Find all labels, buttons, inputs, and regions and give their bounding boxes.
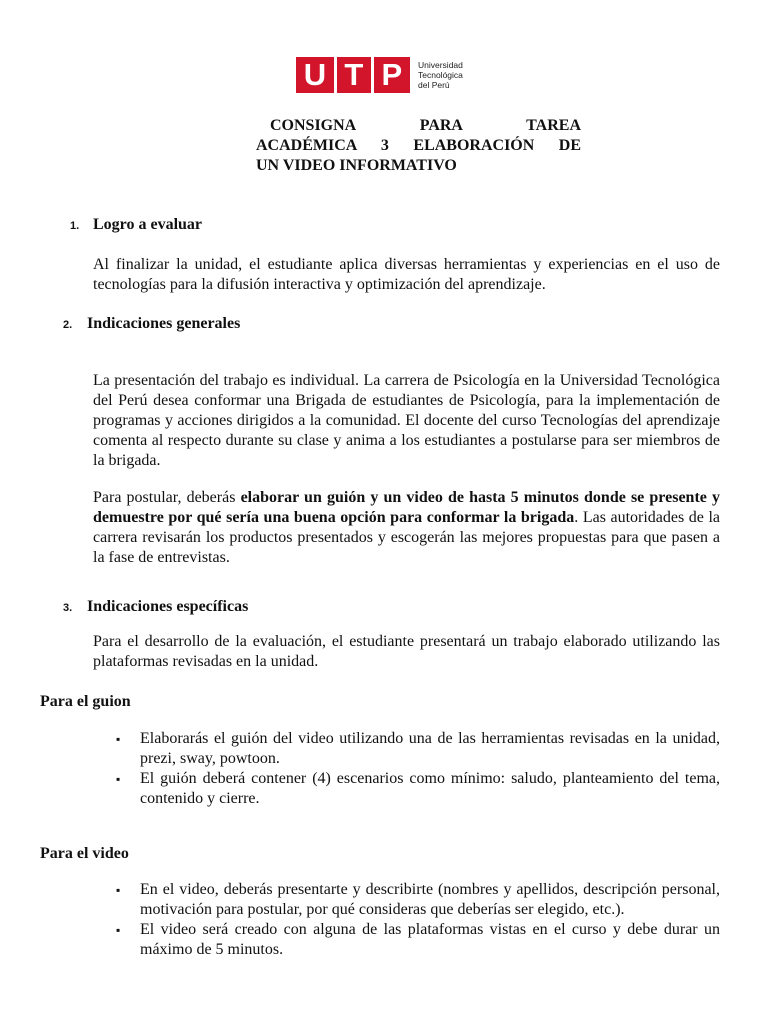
section-number: 2. <box>63 319 73 331</box>
paragraph-text: . Las autoridades de la carrera revisarán los productos presentados y escogerán las mejores propuestas para que pasen a la fase de entrevistas. <box>93 509 721 566</box>
indicaciones-paragraph-1: La presentación del trabajo es individual. La carrera de Psicología en la Universidad Tecnológica del Perú desea conformar una Brigada de estudiantes de Psicología, para la implementación de programas y acciones dirigidos a la comunidad. El docente del curso Tecnologías del aprendizaje comenta al respecto durante su clase y anima a los estudiantes a postularse para ser miembros de la brigada. <box>93 372 720 469</box>
logo-text-line: Tecnológica <box>418 70 463 80</box>
list-item <box>116 729 720 769</box>
logro-paragraph: Al finalizar la unidad, el estudiante aplica diversas herramientas y experiencias en el uso de tecnologías para la difusión interactiva y optimización del aprendizaje. <box>93 256 720 293</box>
bullet-icon: ▪ <box>116 772 121 786</box>
logo-separator <box>334 57 337 93</box>
section-heading-indicaciones-especificas <box>63 597 248 618</box>
list-item <box>116 880 720 920</box>
logo-separator <box>371 57 374 93</box>
logo-wordmark <box>418 60 463 90</box>
logo-text-line: Universidad <box>418 60 463 70</box>
list-item <box>116 920 720 960</box>
video-bullet-list <box>116 880 720 960</box>
logo-text-line: del Perú <box>418 80 450 90</box>
section-heading-logro <box>70 215 202 236</box>
paragraph-text: Para postular, deberás <box>93 489 241 506</box>
paragraph-bold-text: elaborar un guión y un video de hasta 5 minutos donde se presente y demuestre por qué sería una buena opción para conformar la brigada <box>93 489 721 526</box>
section-heading-indicaciones-generales <box>63 314 240 335</box>
subheading-video: Para el video <box>40 845 129 862</box>
document-title <box>256 116 581 176</box>
logo-letter-t: T <box>344 57 364 92</box>
title-line-2: ACADÉMICA 3 ELABORACIÓN DE <box>256 137 581 154</box>
title-line-3: UN VIDEO INFORMATIVO <box>256 157 457 174</box>
list-item <box>116 769 720 809</box>
section-title: Indicaciones específicas <box>87 598 249 615</box>
bullet-icon: ▪ <box>116 923 121 937</box>
list-item-text: El guión deberá contener (4) escenarios como mínimo: saludo, planteamiento del tema, contenido y cierre. <box>140 770 720 807</box>
guion-bullet-list <box>116 729 720 809</box>
section-number: 1. <box>70 220 80 232</box>
utp-logo-mark <box>296 57 410 93</box>
section-number: 3. <box>63 602 73 614</box>
section-title: Logro a evaluar <box>93 216 203 233</box>
especificas-paragraph: Para el desarrollo de la evaluación, el estudiante presentará un trabajo elaborado utilizando las plataformas revisadas en la unidad. <box>93 633 720 670</box>
title-line-1: CONSIGNA PARA TAREA <box>270 117 581 134</box>
logo-letter-u: U <box>303 57 327 92</box>
utp-logo <box>296 57 463 93</box>
bullet-icon: ▪ <box>116 732 121 746</box>
subheading-guion: Para el guion <box>40 693 131 710</box>
logo-letter-p: P <box>381 57 403 92</box>
bullet-icon: ▪ <box>116 883 121 897</box>
indicaciones-paragraph-2 <box>93 488 720 568</box>
section-title: Indicaciones generales <box>87 315 241 332</box>
list-item-text: El video será creado con alguna de las plataformas vistas en el curso y debe durar un máximo de 5 minutos. <box>140 921 720 958</box>
list-item-text: Elaborarás el guión del video utilizando una de las herramientas revisadas en la unidad, prezi, sway, powtoon. <box>140 730 720 767</box>
list-item-text: En el video, deberás presentarte y describirte (nombres y apellidos, descripción personal, motivación para postular, por qué consideras que deberías ser elegido, etc.). <box>140 881 720 918</box>
